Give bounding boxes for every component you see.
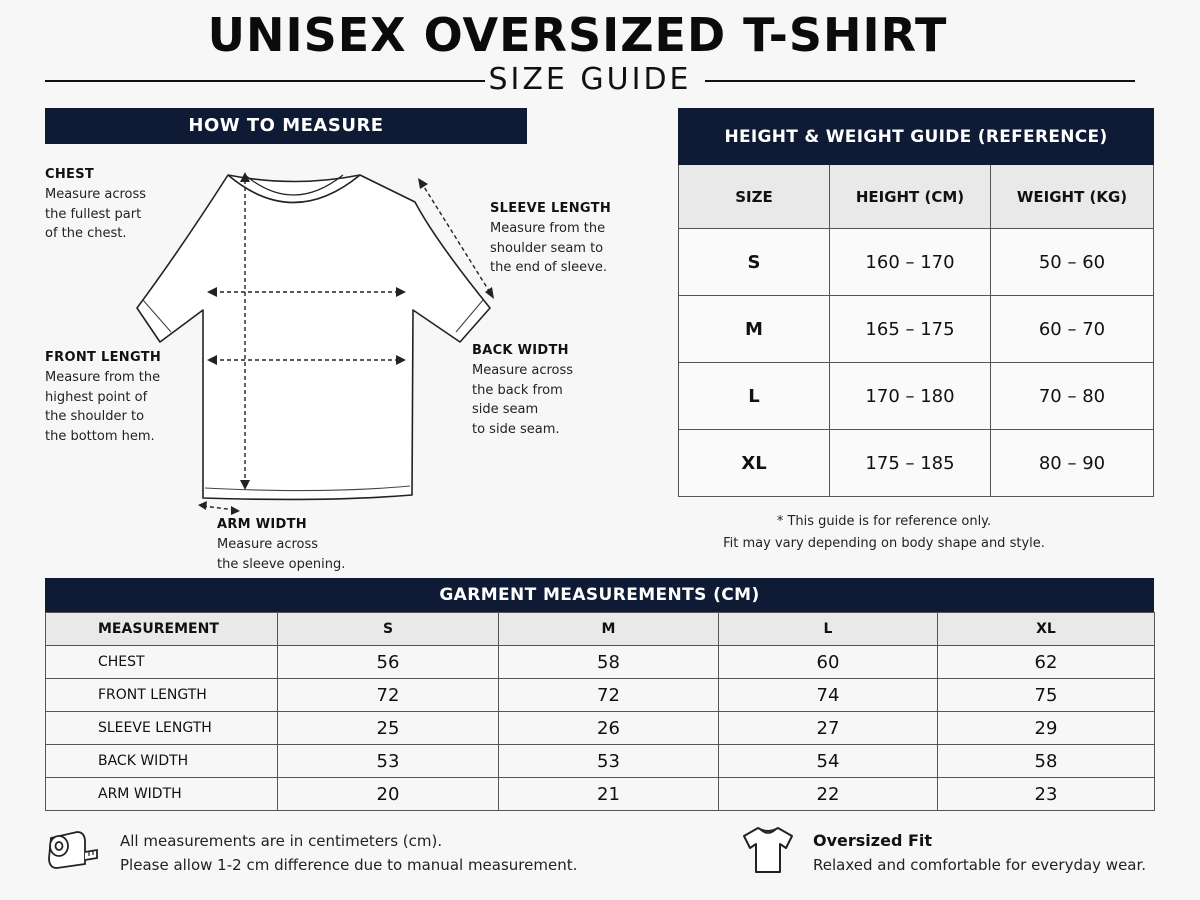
value-cell: 75 — [938, 679, 1155, 712]
table-row — [46, 712, 1155, 745]
height-cell: 175 – 185 — [830, 430, 991, 497]
measurement-name: BACK WIDTH — [46, 745, 278, 778]
chest-line-2: the fullest part — [45, 206, 142, 222]
weight-cell: 60 – 70 — [991, 296, 1154, 363]
sleeve-line-2: shoulder seam to — [490, 240, 604, 256]
col-s: S — [278, 613, 499, 646]
measurement-name: SLEEVE LENGTH — [46, 712, 278, 745]
arm-width-label — [217, 515, 345, 574]
value-cell: 26 — [499, 712, 719, 745]
sleeve-line-1: Measure from the — [490, 221, 606, 236]
value-cell: 22 — [719, 778, 938, 811]
units-line-1: All measurements are in centimeters (cm). — [120, 832, 443, 850]
garment-measurements-table — [45, 612, 1155, 811]
sleeve-title: SLEEVE LENGTH — [490, 201, 612, 216]
how-to-measure-heading: HOW TO MEASURE — [45, 108, 527, 144]
col-xl: XL — [938, 613, 1155, 646]
back-width-line-1: Measure across — [472, 363, 574, 378]
weight-cell: 80 – 90 — [991, 430, 1154, 497]
measurement-name: FRONT LENGTH — [46, 679, 278, 712]
value-cell: 53 — [278, 745, 499, 778]
value-cell: 74 — [719, 679, 938, 712]
fit-title: Oversized Fit — [813, 831, 933, 850]
back-width-line-4: to side seam. — [472, 421, 560, 437]
size-cell: L — [679, 363, 830, 430]
arm-width-line-1: Measure across — [217, 537, 319, 552]
chest-line-3: of the chest. — [45, 226, 127, 241]
col-l: L — [719, 613, 938, 646]
value-cell: 25 — [278, 712, 499, 745]
table-row — [679, 229, 1154, 296]
value-cell: 72 — [499, 679, 719, 712]
value-cell: 58 — [499, 646, 719, 679]
chest-title: CHEST — [45, 167, 95, 182]
garment-measurements-heading: GARMENT MEASUREMENTS (CM) — [45, 578, 1154, 612]
measuring-tape-icon — [45, 828, 101, 872]
size-cell: S — [679, 229, 830, 296]
front-length-line-4: the bottom hem. — [45, 428, 155, 444]
page-title: UNISEX OVERSIZED T-SHIRT — [207, 8, 948, 62]
front-length-line-2: highest point of — [45, 389, 148, 405]
fit-description: Relaxed and comfortable for everyday wear. — [813, 856, 1147, 874]
size-cell: M — [679, 296, 830, 363]
col-height: HEIGHT (CM) — [830, 165, 991, 229]
back-width-line-2: the back from — [472, 382, 563, 398]
table-row — [46, 778, 1155, 811]
table-row — [679, 296, 1154, 363]
front-length-line-3: the shoulder to — [45, 409, 145, 424]
value-cell: 54 — [719, 745, 938, 778]
units-line-2: Please allow 1-2 cm difference due to manual measurement. — [120, 856, 578, 874]
height-cell: 170 – 180 — [830, 363, 991, 430]
table-header-row — [46, 613, 1155, 646]
fit-note — [813, 829, 1146, 877]
value-cell: 21 — [499, 778, 719, 811]
table-row — [46, 646, 1155, 679]
size-cell: XL — [679, 430, 830, 497]
weight-cell: 70 – 80 — [991, 363, 1154, 430]
page-subtitle: SIZE GUIDE — [488, 62, 692, 97]
table-row — [46, 679, 1155, 712]
value-cell: 29 — [938, 712, 1155, 745]
sleeve-label — [490, 199, 611, 278]
tshirt-diagram-icon — [125, 160, 505, 520]
front-length-line-1: Measure from the — [45, 370, 161, 385]
height-weight-table — [678, 108, 1154, 497]
front-length-title: FRONT LENGTH — [45, 350, 162, 365]
col-measurement: MEASUREMENT — [46, 613, 278, 646]
value-cell: 72 — [278, 679, 499, 712]
table-header-row — [679, 165, 1154, 229]
height-weight-heading: HEIGHT & WEIGHT GUIDE (REFERENCE) — [679, 109, 1154, 165]
value-cell: 62 — [938, 646, 1155, 679]
measurement-name: ARM WIDTH — [46, 778, 278, 811]
col-m: M — [499, 613, 719, 646]
col-size: SIZE — [679, 165, 830, 229]
table-row — [46, 745, 1155, 778]
measurement-name: CHEST — [46, 646, 278, 679]
value-cell: 60 — [719, 646, 938, 679]
arm-width-line-2: the sleeve opening. — [217, 556, 346, 572]
reference-note-line-2: Fit may vary depending on body shape and style. — [723, 536, 1045, 551]
sleeve-line-3: the end of sleeve. — [490, 260, 607, 275]
table-row — [679, 363, 1154, 430]
reference-note — [678, 511, 1090, 555]
back-width-line-3: side seam — [472, 402, 539, 417]
height-cell: 165 – 175 — [830, 296, 991, 363]
value-cell: 58 — [938, 745, 1155, 778]
reference-note-line-1: * This guide is for reference only. — [776, 514, 992, 529]
subtitle-row — [45, 62, 1135, 100]
value-cell: 27 — [719, 712, 938, 745]
arm-width-title: ARM WIDTH — [217, 517, 307, 532]
back-width-title: BACK WIDTH — [472, 343, 569, 358]
value-cell: 56 — [278, 646, 499, 679]
value-cell: 20 — [278, 778, 499, 811]
chest-line-1: Measure across — [45, 187, 147, 202]
tshirt-icon — [740, 824, 796, 876]
value-cell: 23 — [938, 778, 1155, 811]
col-weight: WEIGHT (KG) — [991, 165, 1154, 229]
weight-cell: 50 – 60 — [991, 229, 1154, 296]
table-row — [679, 430, 1154, 497]
height-cell: 160 – 170 — [830, 229, 991, 296]
units-note — [120, 829, 577, 877]
value-cell: 53 — [499, 745, 719, 778]
